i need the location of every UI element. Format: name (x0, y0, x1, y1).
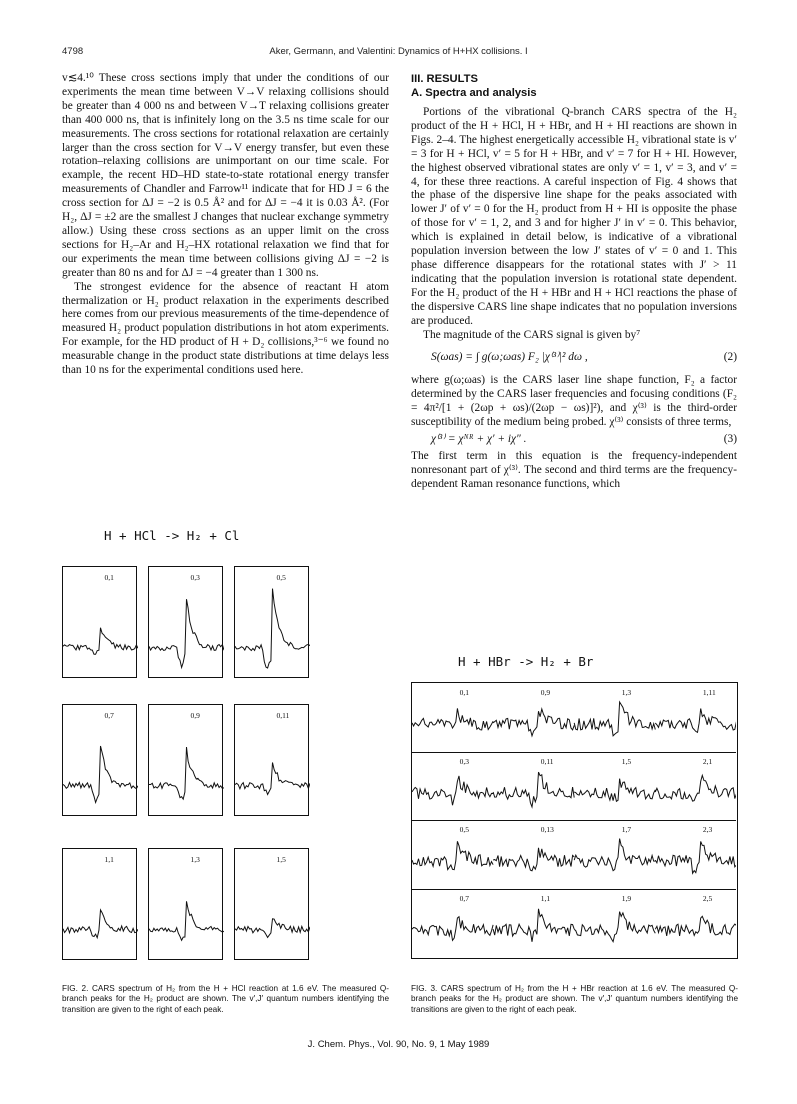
equation-3-body: χ⁽³⁾ = χᴺᴿ + χ′ + iχ″ . (431, 432, 527, 445)
fig2-panel-label: 0,11 (276, 711, 290, 720)
right-paragraph-3: where g(ω;ωas) is the CARS laser line shape function, F₂ a factor determined by the CARS laser frequencies and focusing conditions (F₂ = 4π²/[1 + (2ωp + ωs)/(2ωp − ωs)]²), and χ⁽³⁾ is the third-order susceptibility of the medium being probed. χ⁽³⁾ consists of three terms, (411, 374, 737, 429)
fig2-panel (148, 704, 223, 816)
fig3-peak-label: 1,7 (621, 825, 632, 835)
left-column (62, 72, 389, 378)
fig2-panel-label: 0,3 (190, 573, 200, 582)
spectrum-trace (412, 772, 736, 807)
fig3-peak-label: 2,1 (702, 756, 713, 766)
fig3-peak-label: 1,9 (621, 893, 632, 903)
equation-2-number: (2) (723, 351, 737, 364)
fig2-panel (62, 566, 137, 678)
fig3-row (412, 889, 736, 958)
fig3-row (412, 752, 736, 822)
fig3-spectra-grid (411, 682, 738, 959)
left-paragraph-2: The strongest evidence for the absence of reactant H atom thermalization or H₂ product relaxation in the experiments described here comes from our previous measurements of the time-dependence of measured H₂ product population distributions in hot atom experiments. For example, for the HD product of H + D₂ collisions,³⁻⁶ we found no measurable change in the product state distributions at time delays less than 10 ns for the experimental conditions used here. (62, 280, 389, 377)
right-paragraph-4: The first term in this equation is the frequency-independent nonresonant part of χ⁽³⁾. The second and third terms are the frequency-dependent Raman resonance functions, which (411, 449, 737, 490)
fig2-caption: FIG. 2. CARS spectrum of H₂ from the H + HCl reaction at 1.6 eV. The measured Q-branch peaks for the H₂ product are shown. The v′,J′ quantum numbers identifying the transition are given to the right of each peak. (62, 984, 389, 1014)
fig2-panel (62, 704, 137, 816)
spectrum-trace (63, 746, 138, 803)
right-paragraph-2: The magnitude of the CARS signal is given by⁷ (423, 328, 641, 341)
spectrum-trace (63, 910, 138, 938)
fig3-peak-label: 2,3 (702, 825, 713, 835)
spectrum-trace (149, 747, 224, 799)
fig2-panel (62, 848, 137, 960)
fig2-panel (234, 848, 309, 960)
spectrum-trace (235, 919, 310, 938)
fig3-caption: FIG. 3. CARS spectrum of H₂ from the H + HBr reaction at 1.6 eV. The measured Q-branch peaks for the H₂ product are shown. The v′,J′ quantum numbers identifying the transitions are given to the right of each peak. (411, 984, 738, 1014)
fig3-peak-label: 1,11 (702, 688, 716, 697)
fig2-panel (148, 848, 223, 960)
fig2-panel-plot (235, 705, 310, 817)
spectrum-trace (63, 628, 138, 655)
section-heading: III. RESULTS (411, 73, 478, 85)
fig3-peak-label: 0,3 (459, 756, 469, 766)
fig3-peak-label: 0,1 (459, 688, 469, 697)
spectrum-trace (412, 702, 736, 736)
fig2-panel-label: 1,1 (104, 855, 114, 864)
fig2-panel-plot (149, 849, 224, 961)
fig2-title: H + HCl -> H₂ + Cl (104, 528, 240, 543)
fig2-panel-label: 0,7 (104, 711, 114, 720)
fig2-panel-plot (149, 567, 224, 679)
spectrum-trace (149, 599, 224, 667)
subsection-heading: A. Spectra and analysis (411, 87, 537, 99)
fig2-panel-label: 0,1 (104, 573, 114, 582)
fig3-peak-label: 0,13 (540, 825, 554, 835)
equation-3-number: (3) (723, 432, 737, 445)
left-paragraph-1: v≲4.¹⁰ These cross sections imply that under the conditions of our experiments the mean time between V→V relaxing collisions should be greater than 4 000 ns and between V→T relaxing collisions greater than 400 000 ns, that is infinitely long on the 3.5 ns time scale for our measurements. The cross sections for rotational relaxation are certainly larger than the cross section for V→V energy transfer, but even these rotation–relaxing collisions are unimportant on our time scale. For example, the recent HD–HD state-to-state rotational energy transfer measurements of Chandler and Farrow¹¹ indicate that for HD J = 6 the cross section for ΔJ = −2 is 0.5 Å² and for ΔJ = −4 it is 0.03 Å². (For H₂, ΔJ = ±2 are the smallest J changes that nuclear exchange symmetry allow.) Using these cross sections as an upper limit on the cross sections for H₂–Ar and H₂–HX rotational relaxation we find that for our experiments the mean time between collisions giving ΔJ = −2 is greater than 80 ns and for ΔJ = −4 greater than 1 300 ns. (62, 72, 389, 279)
fig2-panel-plot (63, 567, 138, 679)
page-number: 4798 (62, 46, 84, 57)
fig3-peak-label: 2,5 (702, 893, 713, 903)
equation-2-body: S(ωas) = ∫ g(ω;ωas) F₂ |χ⁽³⁾|² dω , (431, 351, 588, 364)
fig2-panel-label: 0,5 (276, 573, 286, 582)
fig2-panel (234, 566, 309, 678)
equation-2 (431, 351, 737, 365)
spectrum-trace (235, 589, 310, 668)
equation-3 (431, 433, 737, 447)
running-title: Aker, Germann, and Valentini: Dynamics of H+HX collisions. I (269, 46, 528, 57)
spectrum-trace (412, 909, 736, 942)
fig2-panel (148, 566, 223, 678)
fig2-panel-plot (149, 705, 224, 817)
fig3-row (412, 683, 736, 753)
journal-footer: J. Chem. Phys., Vol. 90, No. 9, 1 May 1989 (307, 1039, 490, 1050)
fig2-panel-plot (235, 849, 310, 961)
fig3-peak-label: 0,9 (540, 688, 551, 697)
fig2-panel-label: 1,3 (190, 855, 200, 864)
fig3-peak-label: 0,7 (459, 893, 469, 903)
fig2-panel-plot (63, 705, 138, 817)
fig2-panel-plot (63, 849, 138, 961)
fig3-peak-label: 1,3 (621, 688, 632, 697)
right-column (411, 72, 737, 492)
right-paragraph-1: Portions of the vibrational Q-branch CARS spectra of the H₂ product of the H + HCl, H + HBr, and H + HI reactions are shown in Figs. 2–4. The highest energetically accessible H₂ vibrational state is v′ = 3 for H + HCl, v′ = 5 for H + HBr, and v′ = 7 for H + HI. However, the highest observed vibrational states are only v′ = 1, v′ = 3, and v′ = 4, for these three reactions. A careful inspection of Fig. 4 shows that the phase of the dispersive line shape for the peaks associated with lower J′ of v′ = 0 for the H₂ product from H + HI is opposite the phase of those for v′ = 1, 2, and 3 and for higher J′ in v′ = 0. This behavior, which is explained in detail below, is indicative of a vibrational population inversion between the low J′ states of v′ = 0 and 1. This phase difference disappears for the rotational states with J′ > 11 indicating that the population inversion is rotational state dependent. For the H₂ product of the H + HBr and H + HCl reactions the phase of the dispersive CARS line shape indicates that no population inversions are produced. (411, 106, 737, 327)
fig3-peak-label: 0,11 (540, 756, 554, 766)
fig3-peak-label: 0,5 (459, 825, 469, 835)
spectrum-trace (412, 839, 736, 874)
fig3-peak-label: 1,1 (540, 893, 551, 903)
fig3-title: H + HBr -> H₂ + Br (458, 654, 594, 669)
spectrum-trace (235, 763, 310, 795)
spectrum-trace (149, 901, 224, 940)
fig2-panel-label: 0,9 (190, 711, 200, 720)
fig2-panel (234, 704, 309, 816)
fig3-peak-label: 1,5 (621, 756, 632, 766)
fig2-panel-label: 1,5 (276, 855, 286, 864)
fig2-panel-plot (235, 567, 310, 679)
fig3-row (412, 820, 736, 890)
